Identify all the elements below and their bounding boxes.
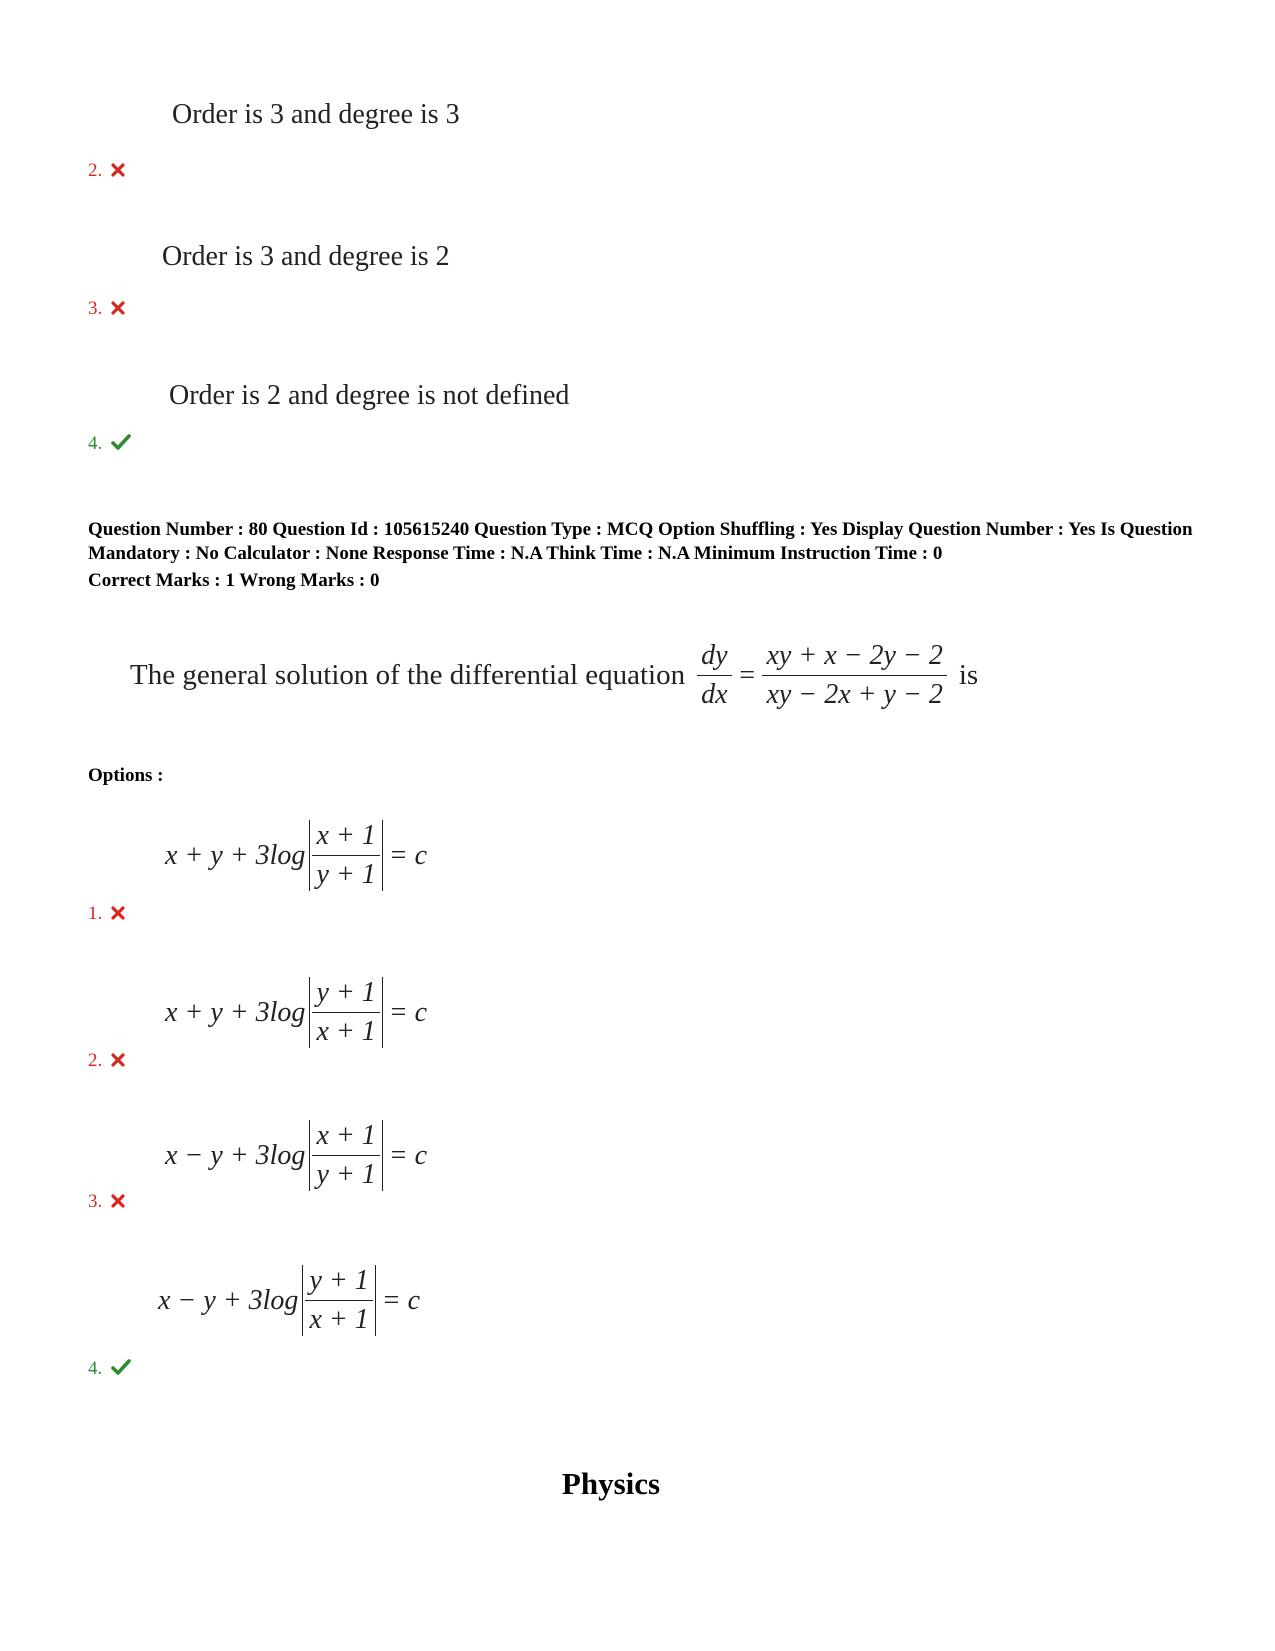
option-1-number [88,903,125,926]
option-3-number [88,1191,125,1214]
expression-rhs: = c [381,1284,421,1316]
option-2-number [88,1050,125,1073]
question-prompt [130,640,978,711]
log-fraction [305,1265,372,1336]
option-1-expression [165,820,427,891]
option-3-expression [165,1120,427,1191]
fraction-numerator: x + 1 [312,1120,379,1156]
fraction-numerator: x + 1 [312,820,379,856]
options-label: Options : [88,765,164,786]
prev-option-4-text: Order is 2 and degree is not defined [169,380,570,411]
fraction-numerator: y + 1 [312,977,379,1013]
option-4-number [88,1358,131,1381]
fraction-denominator: y + 1 [316,1159,376,1190]
prev-option-3-number [88,298,125,321]
log-fraction [312,977,379,1048]
expression-prefix: x + y + 3log [165,996,306,1028]
rhs-fraction [762,640,946,711]
fraction-denominator: x + 1 [309,1304,369,1335]
option-number: 4. [88,433,103,454]
rhs-denominator: xy − 2x + y − 2 [766,679,943,710]
absolute-value [309,977,382,1048]
correct-check-icon [111,1359,131,1381]
prev-option-2-number [88,160,125,183]
expression-rhs: = c [388,996,428,1028]
log-fraction [312,1120,379,1191]
wrong-cross-icon [111,1051,125,1073]
absolute-value [309,820,382,891]
option-number: 4. [88,1358,103,1379]
correct-check-icon [111,434,131,456]
question-suffix: is [958,659,979,691]
question-marks: Correct Marks : 1 Wrong Marks : 0 [88,570,380,591]
lhs-numerator: dy [697,640,731,676]
expression-prefix: x − y + 3log [165,1139,306,1171]
option-number: 2. [88,1050,103,1071]
lhs-denominator: dx [701,679,728,710]
option-number: 3. [88,1191,103,1212]
question-metadata: Question Number : 80 Question Id : 105615240 Question Type : MCQ Option Shuffling : Yes Display Question Number : Yes Is Question Mandatory : No Calculator : None Response Time : N.A Think Time : N.A Minimum Instruction Time : 0 [88,519,1193,564]
section-heading: Physics [561,1466,661,1501]
rhs-numerator: xy + x − 2y − 2 [762,640,946,676]
expression-prefix: x − y + 3log [158,1284,299,1316]
fraction-denominator: x + 1 [316,1016,376,1047]
absolute-value [302,1265,375,1336]
option-number: 2. [88,160,103,181]
option-4-expression [158,1265,420,1336]
expression-prefix: x + y + 3log [165,839,306,871]
expression-rhs: = c [388,839,428,871]
fraction-numerator: y + 1 [305,1265,372,1301]
wrong-cross-icon [111,299,125,321]
absolute-value [309,1120,382,1191]
equals-sign: = [737,659,757,691]
option-2-expression [165,977,427,1048]
wrong-cross-icon [111,1192,125,1214]
fraction-denominator: y + 1 [316,859,376,890]
expression-rhs: = c [388,1139,428,1171]
question-prompt-text: The general solution of the differential equation [130,659,686,691]
lhs-fraction [697,640,731,711]
option-number: 3. [88,298,103,319]
wrong-cross-icon [111,904,125,926]
wrong-cross-icon [111,161,125,183]
log-fraction [312,820,379,891]
prev-option-2-text: Order is 3 and degree is 3 [172,99,460,130]
prev-option-3-text: Order is 3 and degree is 2 [162,241,450,272]
prev-option-4-number [88,433,131,456]
option-number: 1. [88,903,103,924]
